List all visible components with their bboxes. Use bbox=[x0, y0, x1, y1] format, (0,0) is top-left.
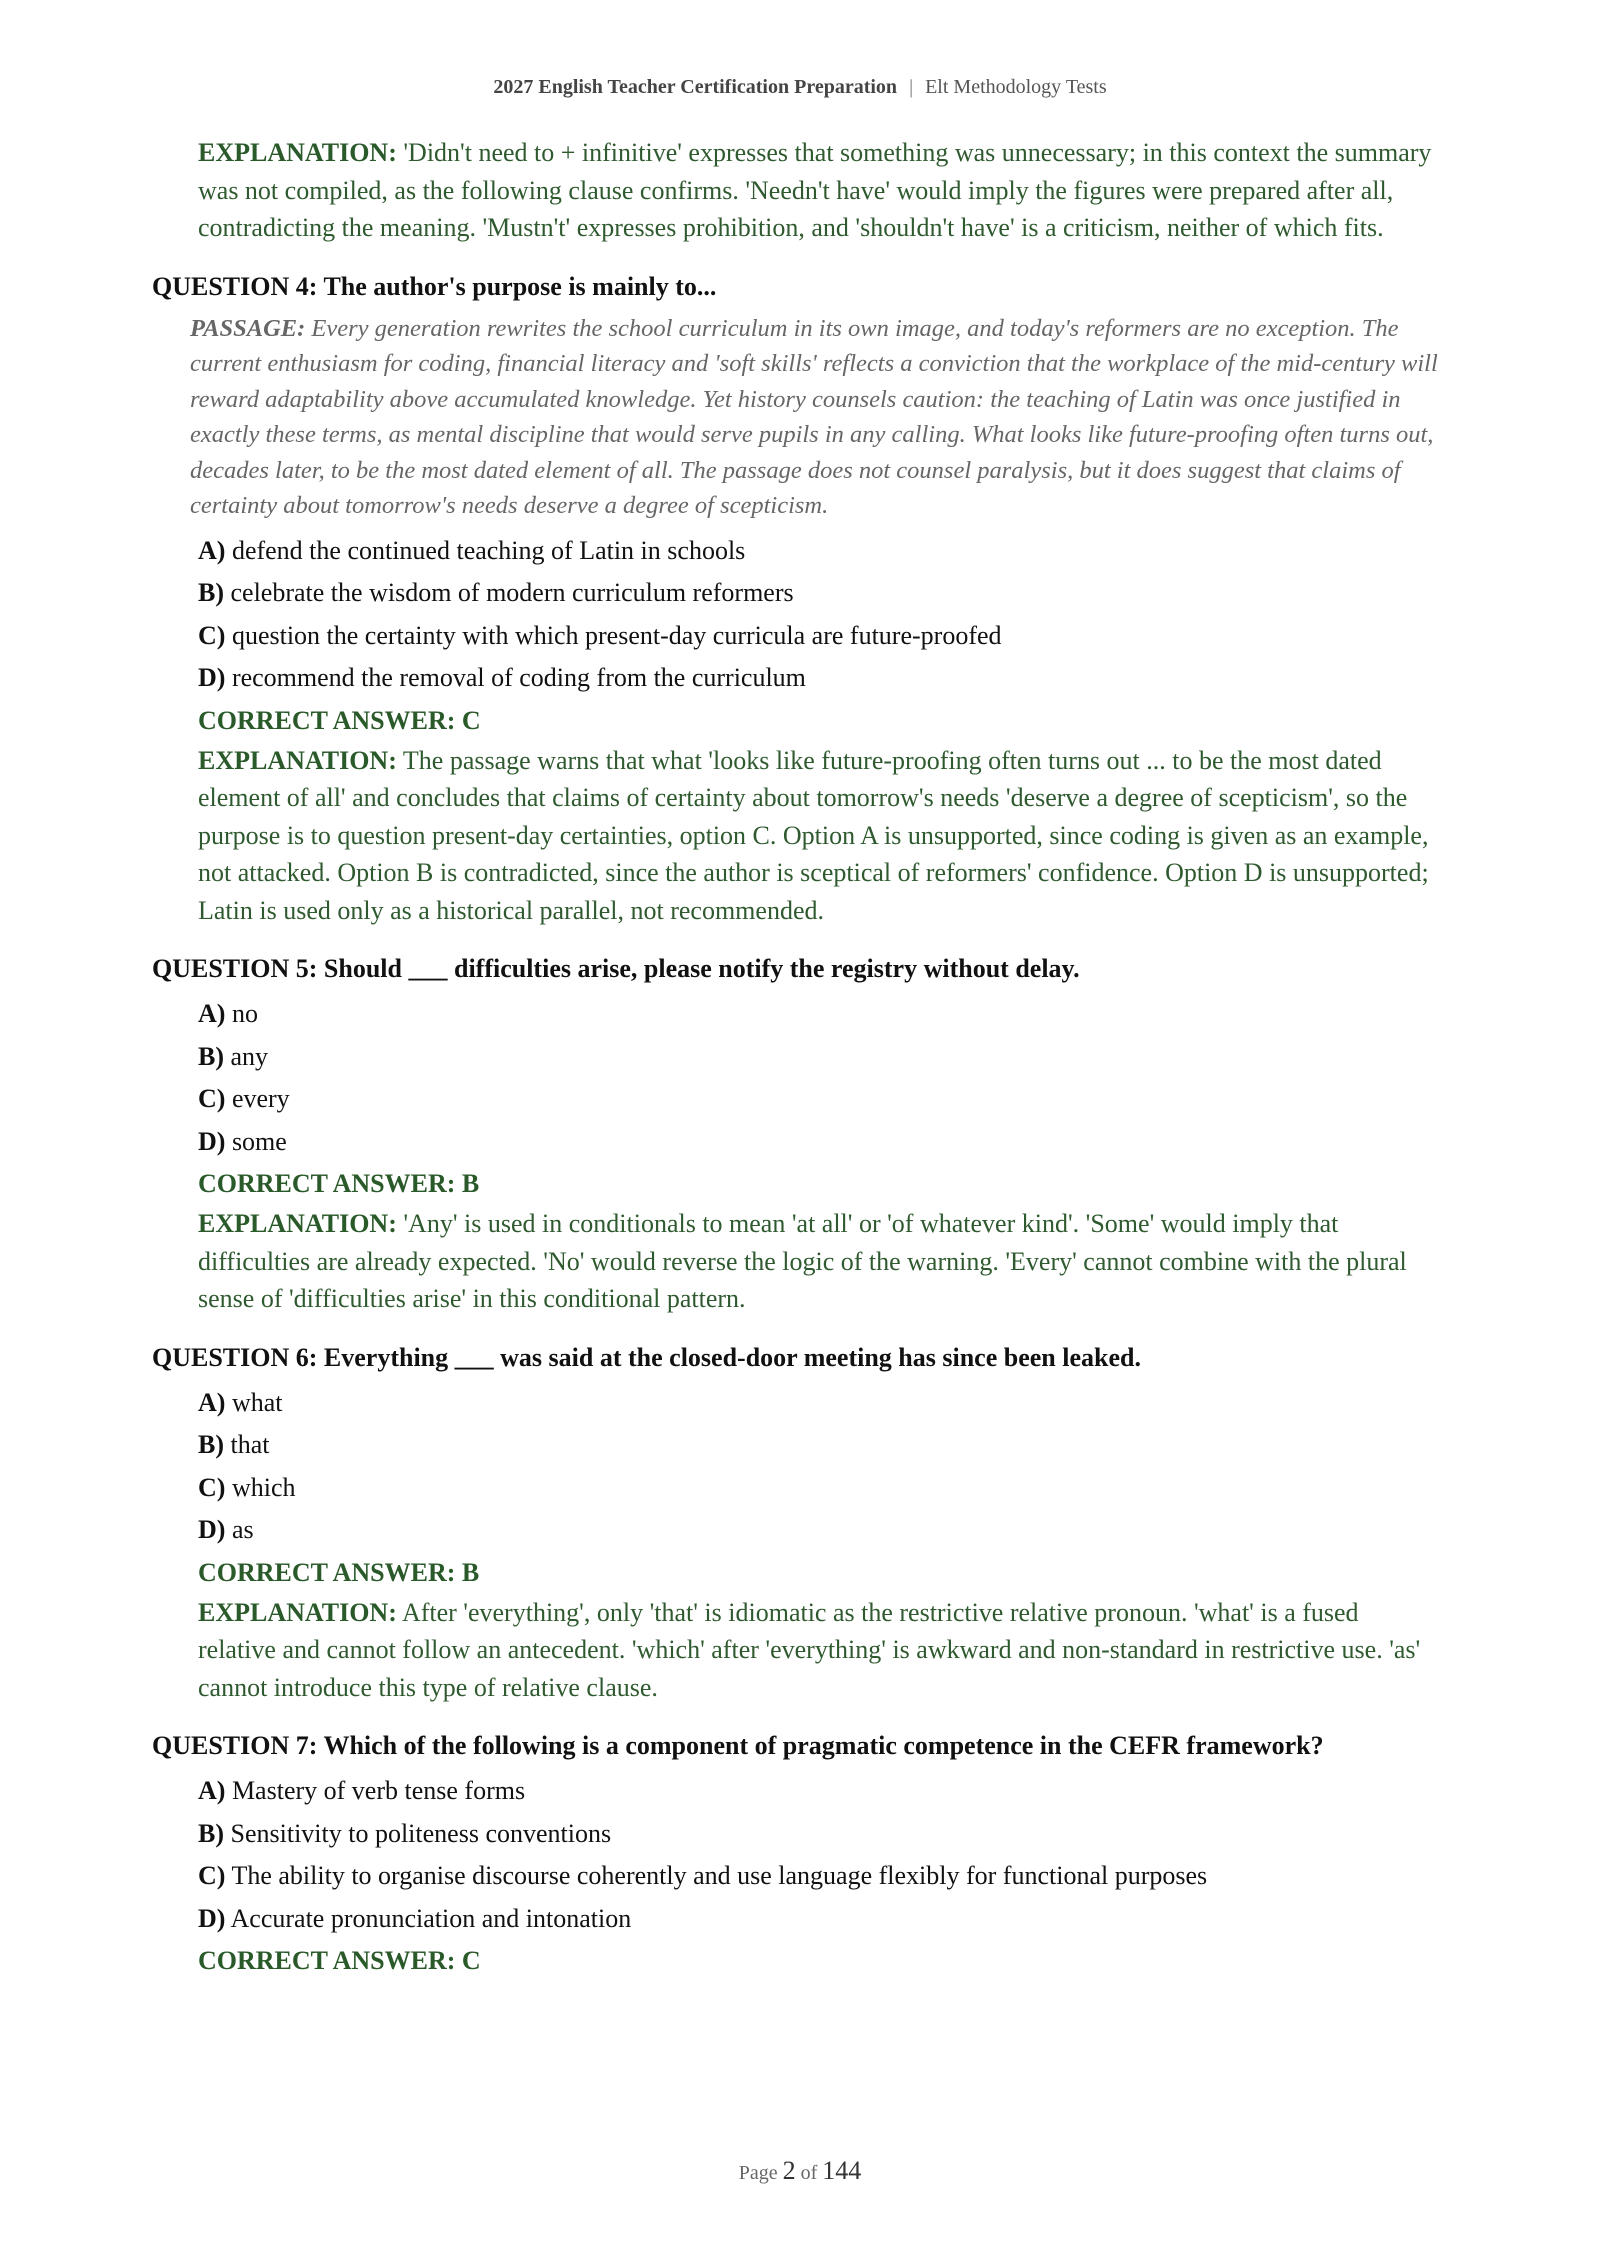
option-text: question the certainty with which present-day curricula are future-proofed bbox=[231, 620, 1002, 650]
option-text: The ability to organise discourse coherently and use language flexibly for functional purposes bbox=[231, 1861, 1208, 1890]
passage-label: PASSAGE: bbox=[190, 314, 306, 342]
question-title: QUESTION 7: Which of the following is a component of pragmatic competence in the CEFR framework? bbox=[152, 1731, 1324, 1760]
option-letter: B) bbox=[198, 578, 224, 607]
option-letter: B) bbox=[198, 1818, 224, 1848]
option-a bbox=[198, 1382, 1442, 1425]
option-c bbox=[198, 1855, 1442, 1898]
option-letter: C) bbox=[198, 620, 226, 650]
question-block bbox=[152, 1728, 1442, 1982]
passage bbox=[190, 311, 1442, 524]
option-text: some bbox=[231, 1126, 287, 1156]
option-letter: C) bbox=[198, 1861, 226, 1890]
option-d bbox=[198, 1509, 1442, 1552]
option-text: Sensitivity to politeness conventions bbox=[230, 1818, 612, 1848]
option-letter: D) bbox=[198, 1126, 226, 1156]
page-header bbox=[0, 76, 1600, 99]
explanation-label: EXPLANATION: bbox=[198, 1209, 397, 1238]
document-subtitle: Elt Methodology Tests bbox=[925, 76, 1107, 98]
explanation-text: 'Any' is used in conditionals to mean 'at all' or 'of whatever kind'. 'Some' would imply that difficulties are already expected. 'No' would reverse the logic of the warning. 'Every' cannot combine with the plural sense of 'difficulties arise' in this conditional pattern. bbox=[198, 1209, 1407, 1313]
question-title: QUESTION 4: The author's purpose is mainly to... bbox=[152, 271, 717, 301]
explanation-block bbox=[198, 1594, 1442, 1707]
explanation-label: EXPLANATION: bbox=[198, 1597, 397, 1627]
option-b bbox=[198, 1036, 1442, 1079]
option-b bbox=[198, 1424, 1442, 1467]
explanation-block bbox=[198, 134, 1442, 247]
page-word: Page bbox=[738, 2162, 778, 2184]
explanation-text: 'Didn't need to + infinitive' expresses that something was unnecessary; in this context the summary was not compiled, as the following clause confirms. 'Needn't have' would imply the figures were prepared after all, contradicting the meaning. 'Mustn't' expresses prohibition, and 'shouldn't have' is a criticism, neither of which fits. bbox=[198, 138, 1432, 242]
correct-answer: CORRECT ANSWER: B bbox=[198, 1169, 480, 1198]
option-letter: D) bbox=[198, 1515, 226, 1544]
option-c bbox=[198, 1467, 1442, 1510]
page-content bbox=[152, 134, 1442, 1982]
option-text: as bbox=[231, 1515, 254, 1544]
option-letter: B) bbox=[198, 1041, 224, 1071]
option-letter: A) bbox=[198, 1387, 226, 1417]
question-title: QUESTION 6: Everything ___ was said at the closed-door meeting has since been leaked. bbox=[152, 1342, 1141, 1372]
option-letter: C) bbox=[198, 1084, 226, 1113]
option-text: Accurate pronunciation and intonation bbox=[230, 1903, 632, 1933]
document-title: 2027 English Teacher Certification Preparation bbox=[493, 76, 898, 98]
option-text: what bbox=[231, 1387, 283, 1417]
option-text: celebrate the wisdom of modern curriculum reformers bbox=[230, 578, 794, 607]
explanation-block bbox=[198, 742, 1442, 930]
explanation-text: The passage warns that what 'looks like future-proofing often turns out ... to be the most dated element of all' and concludes that claims of certainty about tomorrow's needs 'deserve a degree of scepticism', so the purpose is to question present-day certainties, option C. Option A is unsupported, since coding is given as an example, not attacked. Option B is contradicted, since the author is sceptical of reformers' confidence. Option D is unsupported; Latin is used only as a historical parallel, not recommended. bbox=[198, 745, 1429, 925]
option-b bbox=[198, 572, 1442, 615]
option-text: which bbox=[231, 1472, 296, 1502]
option-letter: D) bbox=[198, 663, 226, 692]
option-a bbox=[198, 530, 1442, 573]
correct-answer: CORRECT ANSWER: C bbox=[198, 705, 481, 735]
total-pages: 144 bbox=[822, 2156, 862, 2185]
explanation-label: EXPLANATION: bbox=[198, 745, 397, 775]
page-footer bbox=[0, 2156, 1600, 2186]
question-block bbox=[152, 1340, 1442, 1707]
option-text: Mastery of verb tense forms bbox=[231, 1776, 526, 1805]
question-title: QUESTION 5: Should ___ difficulties arise, please notify the registry without delay. bbox=[152, 954, 1080, 983]
question-block bbox=[152, 269, 1442, 930]
option-d bbox=[198, 1121, 1442, 1164]
page-number: 2 bbox=[782, 2156, 796, 2185]
option-letter: A) bbox=[198, 535, 226, 565]
option-c bbox=[198, 1078, 1442, 1121]
option-a bbox=[198, 1770, 1442, 1813]
option-text: defend the continued teaching of Latin in schools bbox=[231, 535, 746, 565]
question-block bbox=[152, 951, 1442, 1318]
option-c bbox=[198, 615, 1442, 658]
correct-answer: CORRECT ANSWER: B bbox=[198, 1557, 480, 1587]
explanation-block bbox=[198, 1205, 1442, 1318]
option-b bbox=[198, 1813, 1442, 1856]
correct-answer: CORRECT ANSWER: C bbox=[198, 1946, 481, 1975]
option-d bbox=[198, 657, 1442, 700]
of-word: of bbox=[800, 2162, 818, 2184]
option-text: recommend the removal of coding from the curriculum bbox=[231, 663, 806, 692]
option-letter: C) bbox=[198, 1472, 226, 1502]
option-letter: A) bbox=[198, 999, 226, 1028]
option-d bbox=[198, 1898, 1442, 1941]
option-letter: A) bbox=[198, 1776, 226, 1805]
option-text: any bbox=[230, 1041, 269, 1071]
option-text: no bbox=[231, 999, 258, 1028]
option-letter: D) bbox=[198, 1903, 226, 1933]
option-text: that bbox=[230, 1430, 270, 1459]
explanation-text: After 'everything', only 'that' is idiomatic as the restrictive relative pronoun. 'what' is a fused relative and cannot follow an antecedent. 'which' after 'everything' is awkward and non-standard in restrictive use. 'as' cannot introduce this type of relative clause. bbox=[198, 1597, 1421, 1702]
option-letter: B) bbox=[198, 1430, 224, 1459]
header-separator: | bbox=[909, 76, 914, 98]
option-a bbox=[198, 993, 1442, 1036]
explanation-label: EXPLANATION: bbox=[198, 138, 397, 167]
option-text: every bbox=[231, 1084, 290, 1113]
passage-text: Every generation rewrites the school curriculum in its own image, and today's reformers are no exception. The current enthusiasm for coding, financial literacy and 'soft skills' reflects a conviction that the workplace of the mid-century will reward adaptability above accumulated knowledge. Yet history counsels caution: the teaching of Latin was once justified in exactly these terms, as mental discipline that would serve pupils in any calling. What looks like future-proofing often turns out, decades later, to be the most dated element of all. The passage does not counsel paralysis, but it does suggest that claims of certainty about tomorrow's needs deserve a degree of scepticism. bbox=[190, 314, 1438, 519]
